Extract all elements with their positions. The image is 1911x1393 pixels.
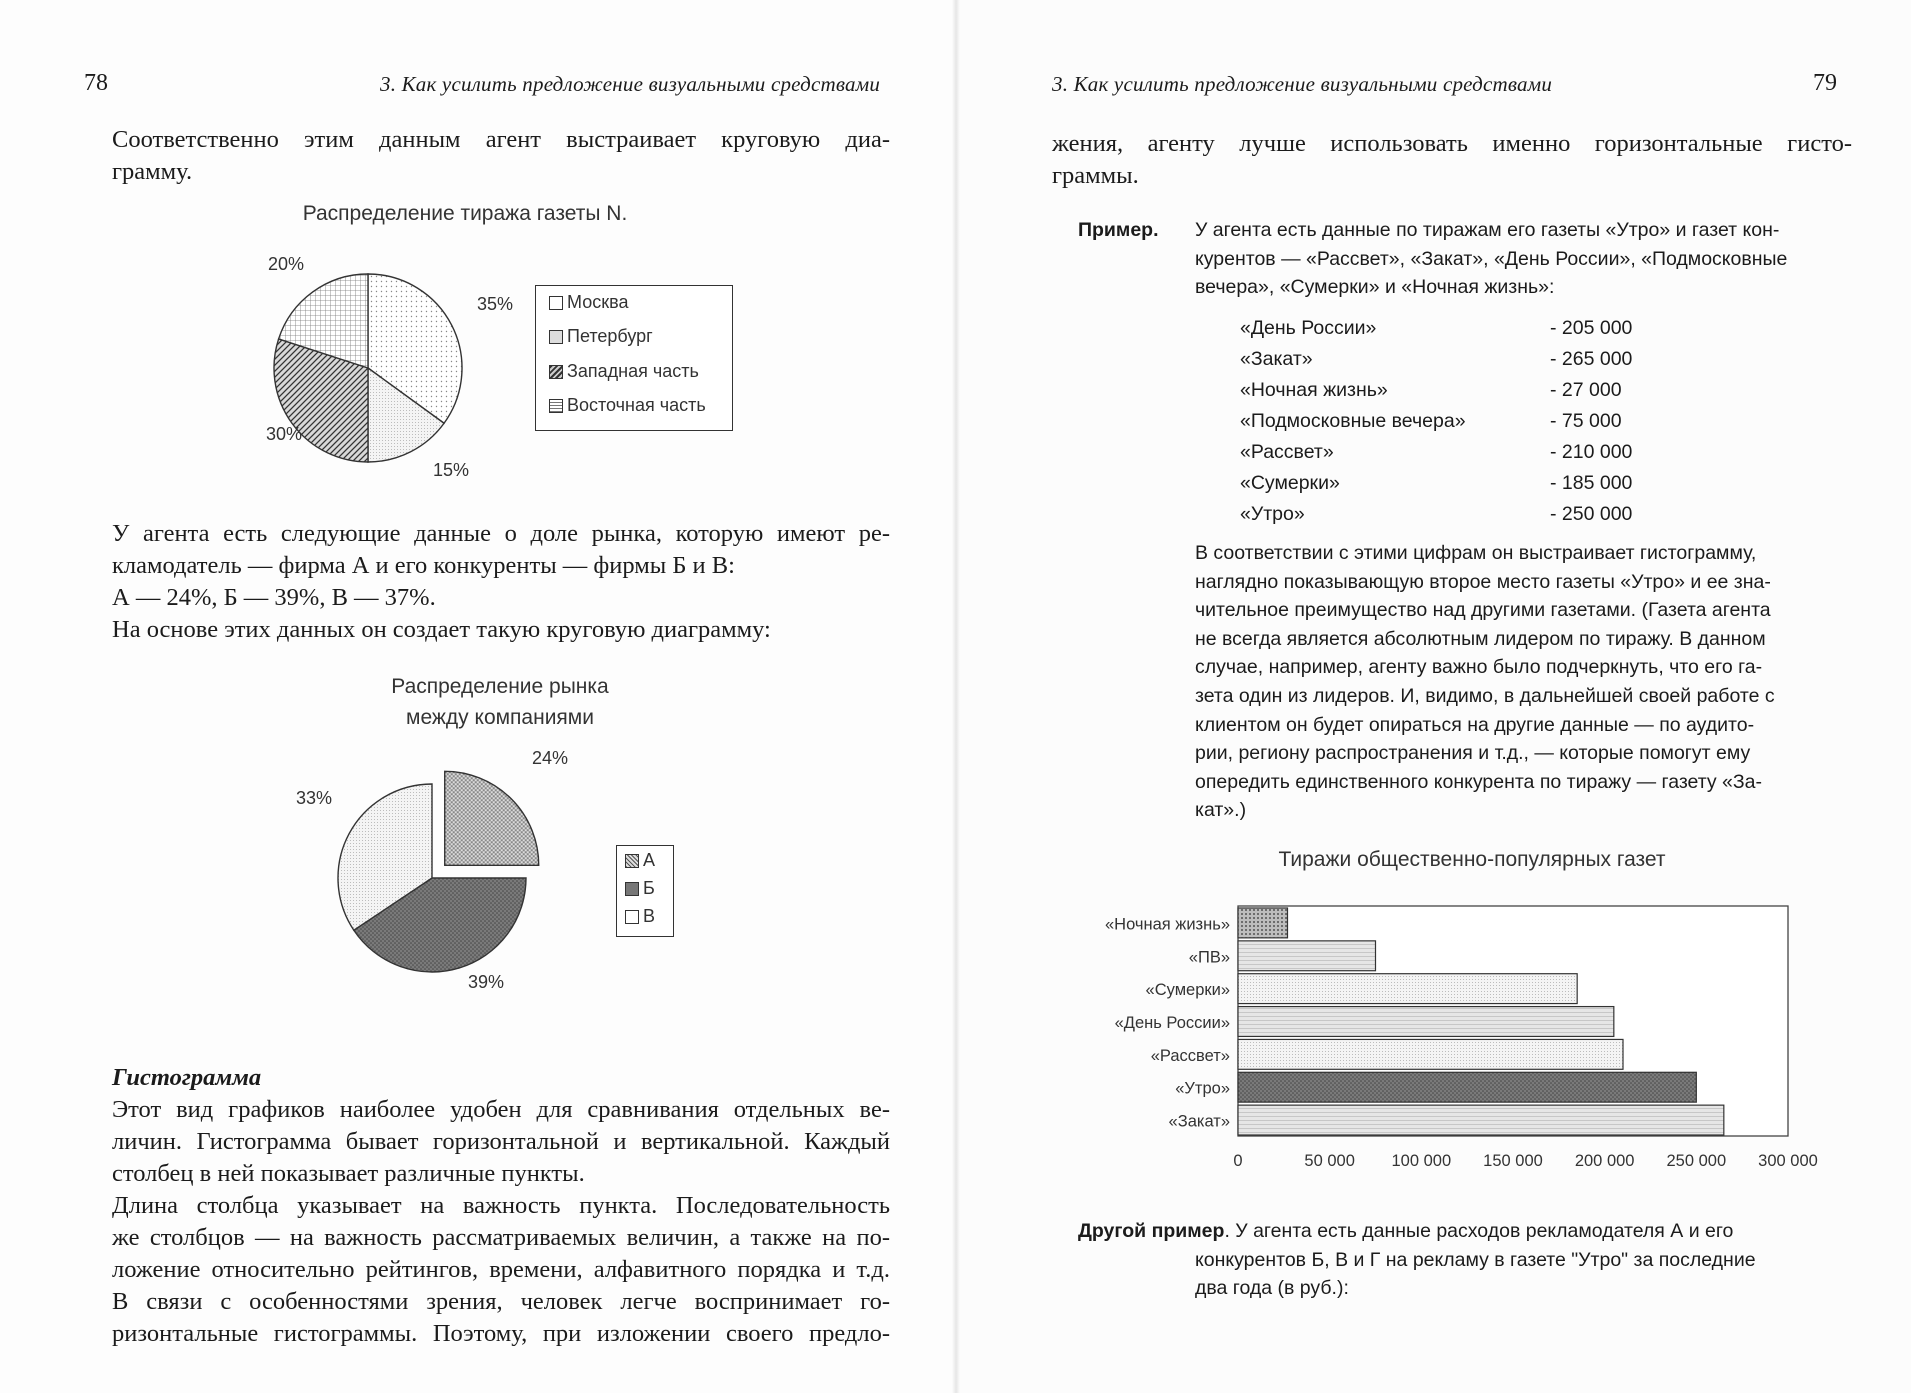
text-line: граммы. xyxy=(1052,162,1139,189)
list-item xyxy=(1240,437,1632,468)
bar xyxy=(1238,1105,1724,1135)
text-line: конкурентов Б, В и Г на рекламу в газете "Утро" за последние xyxy=(1195,1248,1756,1271)
text-line: кат».) xyxy=(1195,799,1247,822)
legend-swatch xyxy=(549,296,563,310)
other-example-paragraph xyxy=(1078,1217,1858,1303)
x-tick-label: 0 xyxy=(1233,1152,1243,1170)
circulation-bar-chart xyxy=(1060,840,1850,1180)
y-tick-label: «Утро» xyxy=(1175,1079,1230,1098)
circulation-value: - 185 000 xyxy=(1550,472,1633,494)
text-line: столбец в ней показывает различные пункты. xyxy=(112,1160,585,1187)
text-line: Соответственно этим данным агент выстраивает круговую диа- xyxy=(112,126,890,153)
pie1-chart xyxy=(240,250,520,490)
legend-label: Москва xyxy=(567,292,629,312)
pie2-slice-А xyxy=(445,771,539,865)
text-line: наглядно показывающую второе место газеты «Утро» и ее зна- xyxy=(1195,570,1771,593)
title-line: Распределение рынка xyxy=(391,675,609,698)
circulation-value: - 27 000 xyxy=(1550,379,1622,401)
newspaper-name: «Ночная жизнь» xyxy=(1240,379,1388,401)
circulation-value: - 250 000 xyxy=(1550,503,1633,525)
legend-item xyxy=(549,326,653,347)
bar xyxy=(1238,1007,1614,1037)
list-item xyxy=(1240,375,1632,406)
other-example-text: . У агента есть данные расходов рекламодателя А и его xyxy=(1224,1220,1734,1242)
legend-item xyxy=(625,906,655,927)
histogram-paragraph xyxy=(112,1094,890,1350)
list-item xyxy=(1240,406,1632,437)
market-paragraph xyxy=(112,518,890,646)
list-item xyxy=(1240,344,1632,375)
pie2-chart xyxy=(280,740,600,1000)
circulation-value: - 265 000 xyxy=(1550,348,1633,370)
explanation-paragraph xyxy=(1195,539,1835,825)
running-head-right: 3. Как усилить предложение визуальными средствами xyxy=(1052,72,1553,96)
legend-item xyxy=(625,850,655,871)
legend-swatch xyxy=(549,365,563,379)
legend-label: Западная часть xyxy=(567,361,699,381)
list-item xyxy=(1240,313,1632,344)
running-head-left: 3. Как усилить предложение визуальными средствами xyxy=(380,72,881,96)
text-line: личин. Гистограмма бывает горизонтальной и вертикальной. Каждый xyxy=(112,1128,890,1155)
text-line: случае, например, агенту важно было подчеркнуть, что его га- xyxy=(1195,656,1763,679)
bar xyxy=(1238,1072,1696,1102)
pie2-data-label: 24% xyxy=(532,748,569,768)
text-line: У агента есть данные по тиражам его газеты «Утро» и газет кон- xyxy=(1195,219,1780,241)
legend-swatch xyxy=(549,330,563,344)
x-tick-label: 50 000 xyxy=(1304,1152,1355,1170)
example-label: Пример. xyxy=(1078,219,1159,241)
text-line: ложение относительно рейтингов, времени, алфавитного порядка и т.д. xyxy=(112,1256,890,1283)
text-line: На основе этих данных он создает такую круговую диаграмму: xyxy=(112,616,771,643)
text-line: В соответствии с этими цифрам он выстраивает гистограмму, xyxy=(1195,542,1757,564)
x-tick-label: 200 000 xyxy=(1574,1152,1635,1170)
pie2-legend xyxy=(616,845,674,937)
text-line: чительное преимущество над другими газетами. (Газета агента xyxy=(1195,599,1771,622)
legend-swatch xyxy=(625,854,639,868)
x-tick-label: 250 000 xyxy=(1666,1152,1727,1170)
text-line: опередить единственного конкурента по тиражу — газету «За- xyxy=(1195,770,1763,793)
bar xyxy=(1238,941,1376,971)
text-line: вечера», «Сумерки» и «Ночная жизнь»: xyxy=(1195,276,1555,299)
intro-paragraph xyxy=(112,124,890,188)
y-tick-label: «Рассвет» xyxy=(1150,1046,1230,1065)
y-tick-label: «Сумерки» xyxy=(1145,981,1230,1000)
y-tick-label: «День России» xyxy=(1114,1014,1230,1032)
text-line: зета один из лидеров. И, видимо, в дальнейшей своей работе с xyxy=(1195,684,1775,707)
book-gutter xyxy=(952,0,960,1393)
pie1-legend xyxy=(535,285,733,431)
pie1-data-label: 30% xyxy=(266,424,303,444)
x-tick-label: 300 000 xyxy=(1758,1152,1818,1170)
text-line: же столбцов — на важность рассматриваемых величин, а также на по- xyxy=(112,1224,890,1251)
text-line: жения, агенту лучше использовать именно горизонтальные гисто- xyxy=(1052,130,1852,157)
legend-item xyxy=(549,395,706,416)
circulation-value: - 75 000 xyxy=(1550,410,1622,432)
legend-swatch xyxy=(625,882,639,896)
newspaper-name: «Подмосковные вечера» xyxy=(1240,410,1466,432)
legend-item xyxy=(625,878,655,899)
bar xyxy=(1238,908,1288,938)
y-tick-label: «Закат» xyxy=(1168,1112,1230,1131)
text-line: Этот вид графиков наиболее удобен для сравнивания отдельных ве- xyxy=(112,1096,890,1123)
y-tick-label: «ПВ» xyxy=(1188,948,1230,967)
newspaper-name: «Утро» xyxy=(1240,503,1305,525)
newspaper-name: «Закат» xyxy=(1240,348,1313,370)
pie1-data-label: 15% xyxy=(433,460,470,480)
list-item xyxy=(1240,468,1632,499)
legend-label: В xyxy=(643,906,656,926)
legend-swatch xyxy=(625,910,639,924)
text-line: курентов — «Рассвет», «Закат», «День России», «Подмосковные xyxy=(1195,247,1788,270)
bar xyxy=(1238,1039,1623,1069)
text-line: кламодатель — фирма А и его конкуренты — фирмы Б и В: xyxy=(112,552,735,579)
pie2-data-label: 39% xyxy=(468,972,505,992)
continuation-paragraph xyxy=(1052,128,1852,192)
circulation-value: - 205 000 xyxy=(1550,317,1633,339)
bar-chart-title: Тиражи общественно-популярных газет xyxy=(1278,848,1666,871)
page-number-left: 78 xyxy=(84,70,108,96)
page-number-right: 79 xyxy=(1813,70,1837,96)
section-heading: Гистограмма xyxy=(112,1064,262,1091)
text-line: грамму. xyxy=(112,158,193,185)
text-line: ризонтальные гистограммы. Поэтому, при изложении своего предло- xyxy=(112,1320,890,1347)
pie1-title: Распределение тиража газеты N. xyxy=(302,202,628,225)
other-example-label: Другой пример xyxy=(1078,1220,1225,1242)
x-tick-label: 150 000 xyxy=(1483,1152,1543,1170)
y-tick-label: «Ночная жизнь» xyxy=(1104,915,1230,934)
circulation-list xyxy=(1240,313,1632,530)
legend-label: А xyxy=(643,850,656,870)
legend-label: Б xyxy=(643,878,655,898)
pie1-data-label: 20% xyxy=(268,254,305,274)
text-line: Длина столбца указывает на важность пункта. Последовательность xyxy=(112,1192,890,1219)
newspaper-name: «Сумерки» xyxy=(1240,472,1340,494)
newspaper-name: «День России» xyxy=(1240,317,1377,339)
text-line: В связи с особенностями зрения, человек легче воспринимает го- xyxy=(112,1288,890,1315)
pie1-data-label: 35% xyxy=(477,294,514,314)
text-line: два года (в руб.): xyxy=(1195,1277,1349,1300)
legend-swatch xyxy=(549,399,563,413)
legend-item xyxy=(549,361,699,382)
pie2-title xyxy=(300,671,700,733)
legend-item xyxy=(549,292,628,313)
text-line: клиентом он будет опираться на другие данные — по аудито- xyxy=(1195,713,1755,736)
bar xyxy=(1238,974,1577,1004)
newspaper-name: «Рассвет» xyxy=(1240,441,1334,463)
text-line: А — 24%, Б — 39%, В — 37%. xyxy=(112,584,436,611)
example-text xyxy=(1195,216,1835,302)
title-line: между компаниями xyxy=(406,706,594,729)
text-line: не всегда является абсолютным лидером по тиражу. В данном xyxy=(1195,627,1766,650)
x-tick-label: 100 000 xyxy=(1391,1152,1452,1170)
text-line: У агента есть следующие данные о доле рынка, которую имеют ре- xyxy=(112,520,890,547)
legend-label: Восточная часть xyxy=(567,395,706,415)
list-item xyxy=(1240,499,1632,530)
circulation-value: - 210 000 xyxy=(1550,441,1633,463)
text-line: рии, региону распространения и т.д., — которые помогут ему xyxy=(1195,742,1751,765)
pie2-data-label: 33% xyxy=(296,788,333,808)
legend-label: Петербург xyxy=(567,326,653,346)
text-line xyxy=(1078,1217,1858,1246)
